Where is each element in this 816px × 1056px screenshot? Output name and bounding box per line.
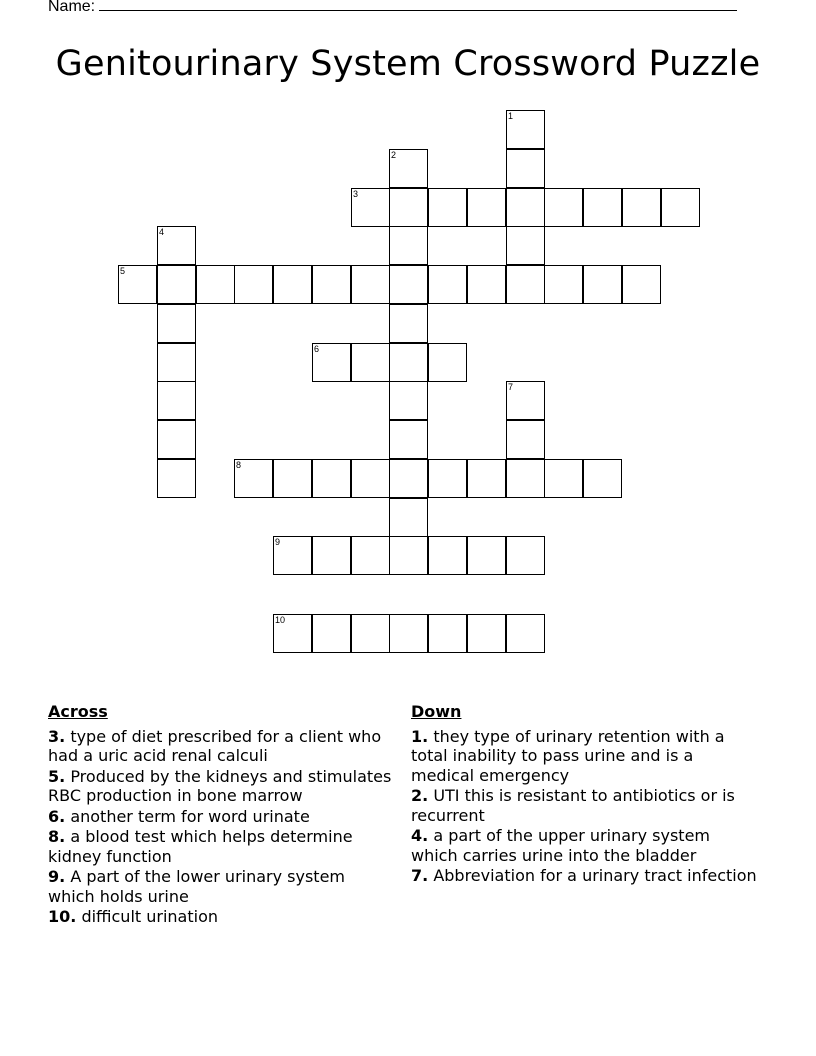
- grid-cell[interactable]: [157, 420, 196, 459]
- clue-number: 1.: [411, 726, 429, 746]
- clue-number: 10.: [48, 907, 77, 926]
- grid-cell[interactable]: [467, 188, 506, 227]
- clue-text: another term for word urinate: [70, 806, 310, 826]
- grid-cell[interactable]: [312, 459, 351, 498]
- grid-cell[interactable]: [428, 343, 467, 382]
- clue-number: 7.: [411, 866, 429, 885]
- grid-cell[interactable]: [661, 188, 700, 227]
- grid-cell[interactable]: [428, 614, 467, 653]
- clue-item: [48, 727, 393, 766]
- grid-cell[interactable]: [389, 265, 428, 304]
- cell-number: 9: [275, 537, 281, 547]
- grid-cell[interactable]: [622, 265, 661, 304]
- clue-item: [48, 767, 393, 806]
- grid-cell[interactable]: [506, 459, 545, 498]
- grid-cell[interactable]: [234, 265, 273, 304]
- grid-cell[interactable]: [273, 614, 312, 653]
- across-heading: Across: [48, 702, 108, 721]
- grid-cell[interactable]: [544, 459, 583, 498]
- grid-cell[interactable]: [428, 188, 467, 227]
- clue-text: a part of the upper urinary system which carries urine into the bladder: [411, 826, 710, 865]
- grid-cell[interactable]: [544, 188, 583, 227]
- grid-cell[interactable]: [389, 459, 428, 498]
- clue-item: [48, 827, 393, 866]
- name-label: Name:: [48, 0, 96, 15]
- grid-cell[interactable]: [583, 265, 622, 304]
- clue-number: 6.: [48, 806, 66, 826]
- grid-cell[interactable]: [389, 226, 428, 265]
- grid-cell[interactable]: [389, 343, 428, 382]
- grid-cell[interactable]: [506, 149, 545, 188]
- grid-cell[interactable]: [506, 188, 545, 227]
- grid-cell[interactable]: [312, 265, 351, 304]
- clue-text: Abbreviation for a urinary tract infection: [433, 866, 757, 885]
- across-clues: [48, 702, 393, 928]
- clue-item: [411, 786, 761, 825]
- grid-cell[interactable]: [583, 459, 622, 498]
- grid-cell[interactable]: [273, 536, 312, 575]
- grid-cell[interactable]: [273, 459, 312, 498]
- grid-cell[interactable]: [118, 265, 157, 304]
- grid-cell[interactable]: [157, 304, 196, 343]
- grid-cell[interactable]: [389, 498, 428, 537]
- grid-cell[interactable]: [506, 536, 545, 575]
- clue-item: [48, 807, 393, 827]
- grid-cell[interactable]: [157, 265, 196, 304]
- clue-number: 4.: [411, 826, 429, 845]
- grid-cell[interactable]: [312, 536, 351, 575]
- grid-cell[interactable]: [467, 536, 506, 575]
- clue-number: 8.: [48, 827, 66, 846]
- grid-cell[interactable]: [389, 149, 428, 188]
- cell-number: 7: [508, 382, 514, 392]
- clue-text: UTI this is resistant to antibiotics or is recurrent: [411, 786, 735, 825]
- grid-cell[interactable]: [467, 614, 506, 653]
- grid-cell[interactable]: [351, 265, 390, 304]
- clue-text: Produced by the kidneys and stimulates RBC production in bone marrow: [48, 766, 392, 805]
- clue-item: [411, 826, 761, 865]
- grid-cell[interactable]: [389, 188, 428, 227]
- down-heading: Down: [411, 702, 462, 721]
- clue-number: 5.: [48, 766, 66, 786]
- grid-cell[interactable]: [157, 343, 196, 382]
- grid-cell[interactable]: [467, 265, 506, 304]
- clue-text: they type of urinary retention with a total inability to pass urine and is a medical emergency: [411, 726, 725, 785]
- clue-item: [411, 866, 761, 886]
- grid-cell[interactable]: [428, 459, 467, 498]
- clue-text: type of diet prescribed for a client who had a uric acid renal calculi: [48, 726, 382, 765]
- grid-cell[interactable]: [196, 265, 235, 304]
- grid-cell[interactable]: [506, 381, 545, 420]
- clue-number: 2.: [411, 786, 429, 805]
- grid-cell[interactable]: [351, 614, 390, 653]
- grid-cell[interactable]: [506, 614, 545, 653]
- clue-item: [411, 727, 761, 786]
- grid-cell[interactable]: [157, 226, 196, 265]
- grid-cell[interactable]: [351, 536, 390, 575]
- cell-number: 3: [353, 189, 359, 199]
- cell-number: 10: [275, 615, 286, 625]
- grid-cell[interactable]: [506, 265, 545, 304]
- clue-text: difficult urination: [81, 907, 219, 926]
- cell-number: 4: [159, 227, 165, 237]
- cell-number: 6: [314, 344, 320, 354]
- clue-item: [48, 907, 393, 927]
- grid-cell[interactable]: [234, 459, 273, 498]
- grid-cell[interactable]: [273, 265, 312, 304]
- grid-cell[interactable]: [389, 420, 428, 459]
- grid-cell[interactable]: [312, 343, 351, 382]
- grid-cell[interactable]: [428, 536, 467, 575]
- clue-text: A part of the lower urinary system which holds urine: [48, 867, 346, 906]
- grid-cell[interactable]: [389, 381, 428, 420]
- grid-cell[interactable]: [467, 459, 506, 498]
- cell-number: 1: [508, 111, 514, 121]
- grid-cell[interactable]: [506, 110, 545, 149]
- grid-cell[interactable]: [389, 304, 428, 343]
- clue-item: [48, 867, 393, 906]
- clue-text: a blood test which helps determine kidney function: [48, 827, 353, 866]
- down-clues: [411, 702, 761, 887]
- grid-cell[interactable]: [157, 381, 196, 420]
- cell-number: 8: [236, 460, 242, 470]
- clue-number: 9.: [48, 867, 66, 886]
- grid-cell[interactable]: [428, 265, 467, 304]
- grid-cell[interactable]: [506, 420, 545, 459]
- grid-cell[interactable]: [389, 536, 428, 575]
- grid-cell[interactable]: [506, 226, 545, 265]
- grid-cell[interactable]: [312, 614, 351, 653]
- cell-number: 2: [391, 150, 397, 160]
- grid-cell[interactable]: [622, 188, 661, 227]
- grid-cell[interactable]: [544, 265, 583, 304]
- clue-number: 3.: [48, 726, 66, 746]
- grid-cell[interactable]: [583, 188, 622, 227]
- grid-cell[interactable]: [389, 614, 428, 653]
- grid-cell[interactable]: [351, 188, 390, 227]
- cell-number: 5: [120, 266, 126, 276]
- grid-cell[interactable]: [351, 459, 390, 498]
- puzzle-title: Genitourinary System Crossword Puzzle: [55, 44, 761, 84]
- grid-cell[interactable]: [157, 459, 196, 498]
- grid-cell[interactable]: [351, 343, 390, 382]
